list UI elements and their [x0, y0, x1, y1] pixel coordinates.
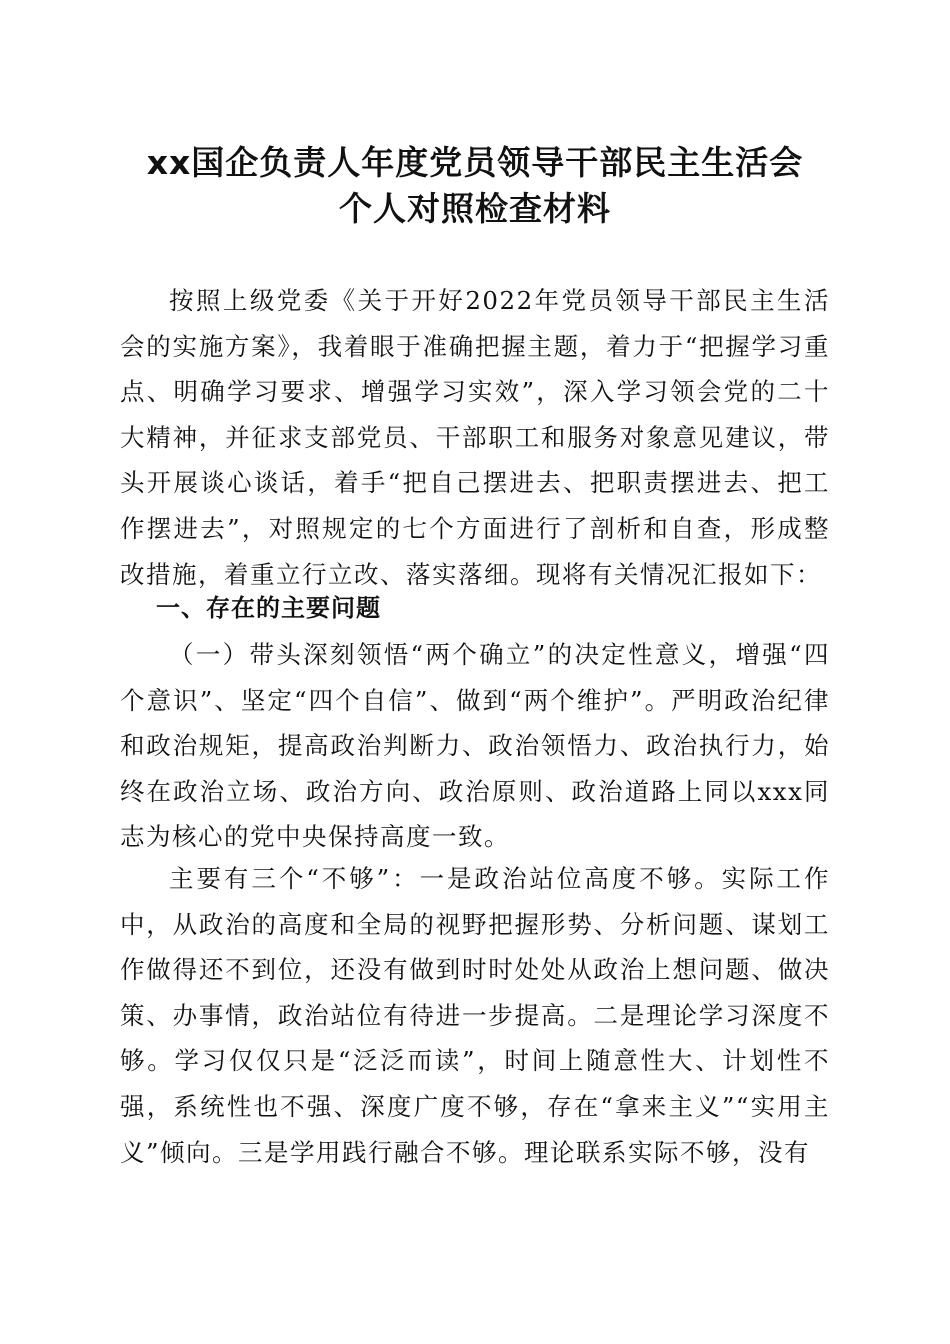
section-heading: 一、存在的主要问题 [156, 594, 381, 622]
subsection-paragraph: （一）带头深刻领悟“两个确立”的决定性意义，增强“四个意识”、坚定“四个自信”、做到“两个维护”。严明政治纪律和政治规矩，提高政治判断力、政治领悟力、政治执行力，始终在政治立场、政治方向、政治原则、政治道路上同以xxx同志为核心的党中央保持高度一致。 [120, 640, 830, 852]
document-title-line1: xx国企负责人年度党员领导干部民主生活会 [146, 143, 804, 182]
document-title-line2: 个人对照检查材料 [339, 189, 611, 228]
intro-paragraph: 按照上级党委《关于开好2022年党员领导干部民主生活会的实施方案》，我着眼于准确把握主题，着力于“把握学习重点、明确学习要求、增强学习实效”，深入学习领会党的二十大精神，并征求支部党员、干部职工和服务对象意见建议，带头开展谈心谈话，着手“把自己摆进去、把职责摆进去、把工作摆进去”，对照规定的七个方面进行了剖析和自查，形成整改措施，着重立行立改、落实落细。现将有关情况汇报如下： [120, 286, 830, 589]
issues-paragraph: 主要有三个“不够”：一是政治站位高度不够。实际工作中，从政治的高度和全局的视野把握形势、分析问题、谋划工作做得还不到位，还没有做到时时处处从政治上想问题、做决策、办事情，政治站位有待进一步提高。二是理论学习深度不够。学习仅仅只是“泛泛而读”，时间上随意性大、计划性不强，系统性也不强、深度广度不够，存在“拿来主义”“实用主义”倾向。三是学用践行融合不够。理论联系实际不够，没有 [120, 864, 830, 1167]
